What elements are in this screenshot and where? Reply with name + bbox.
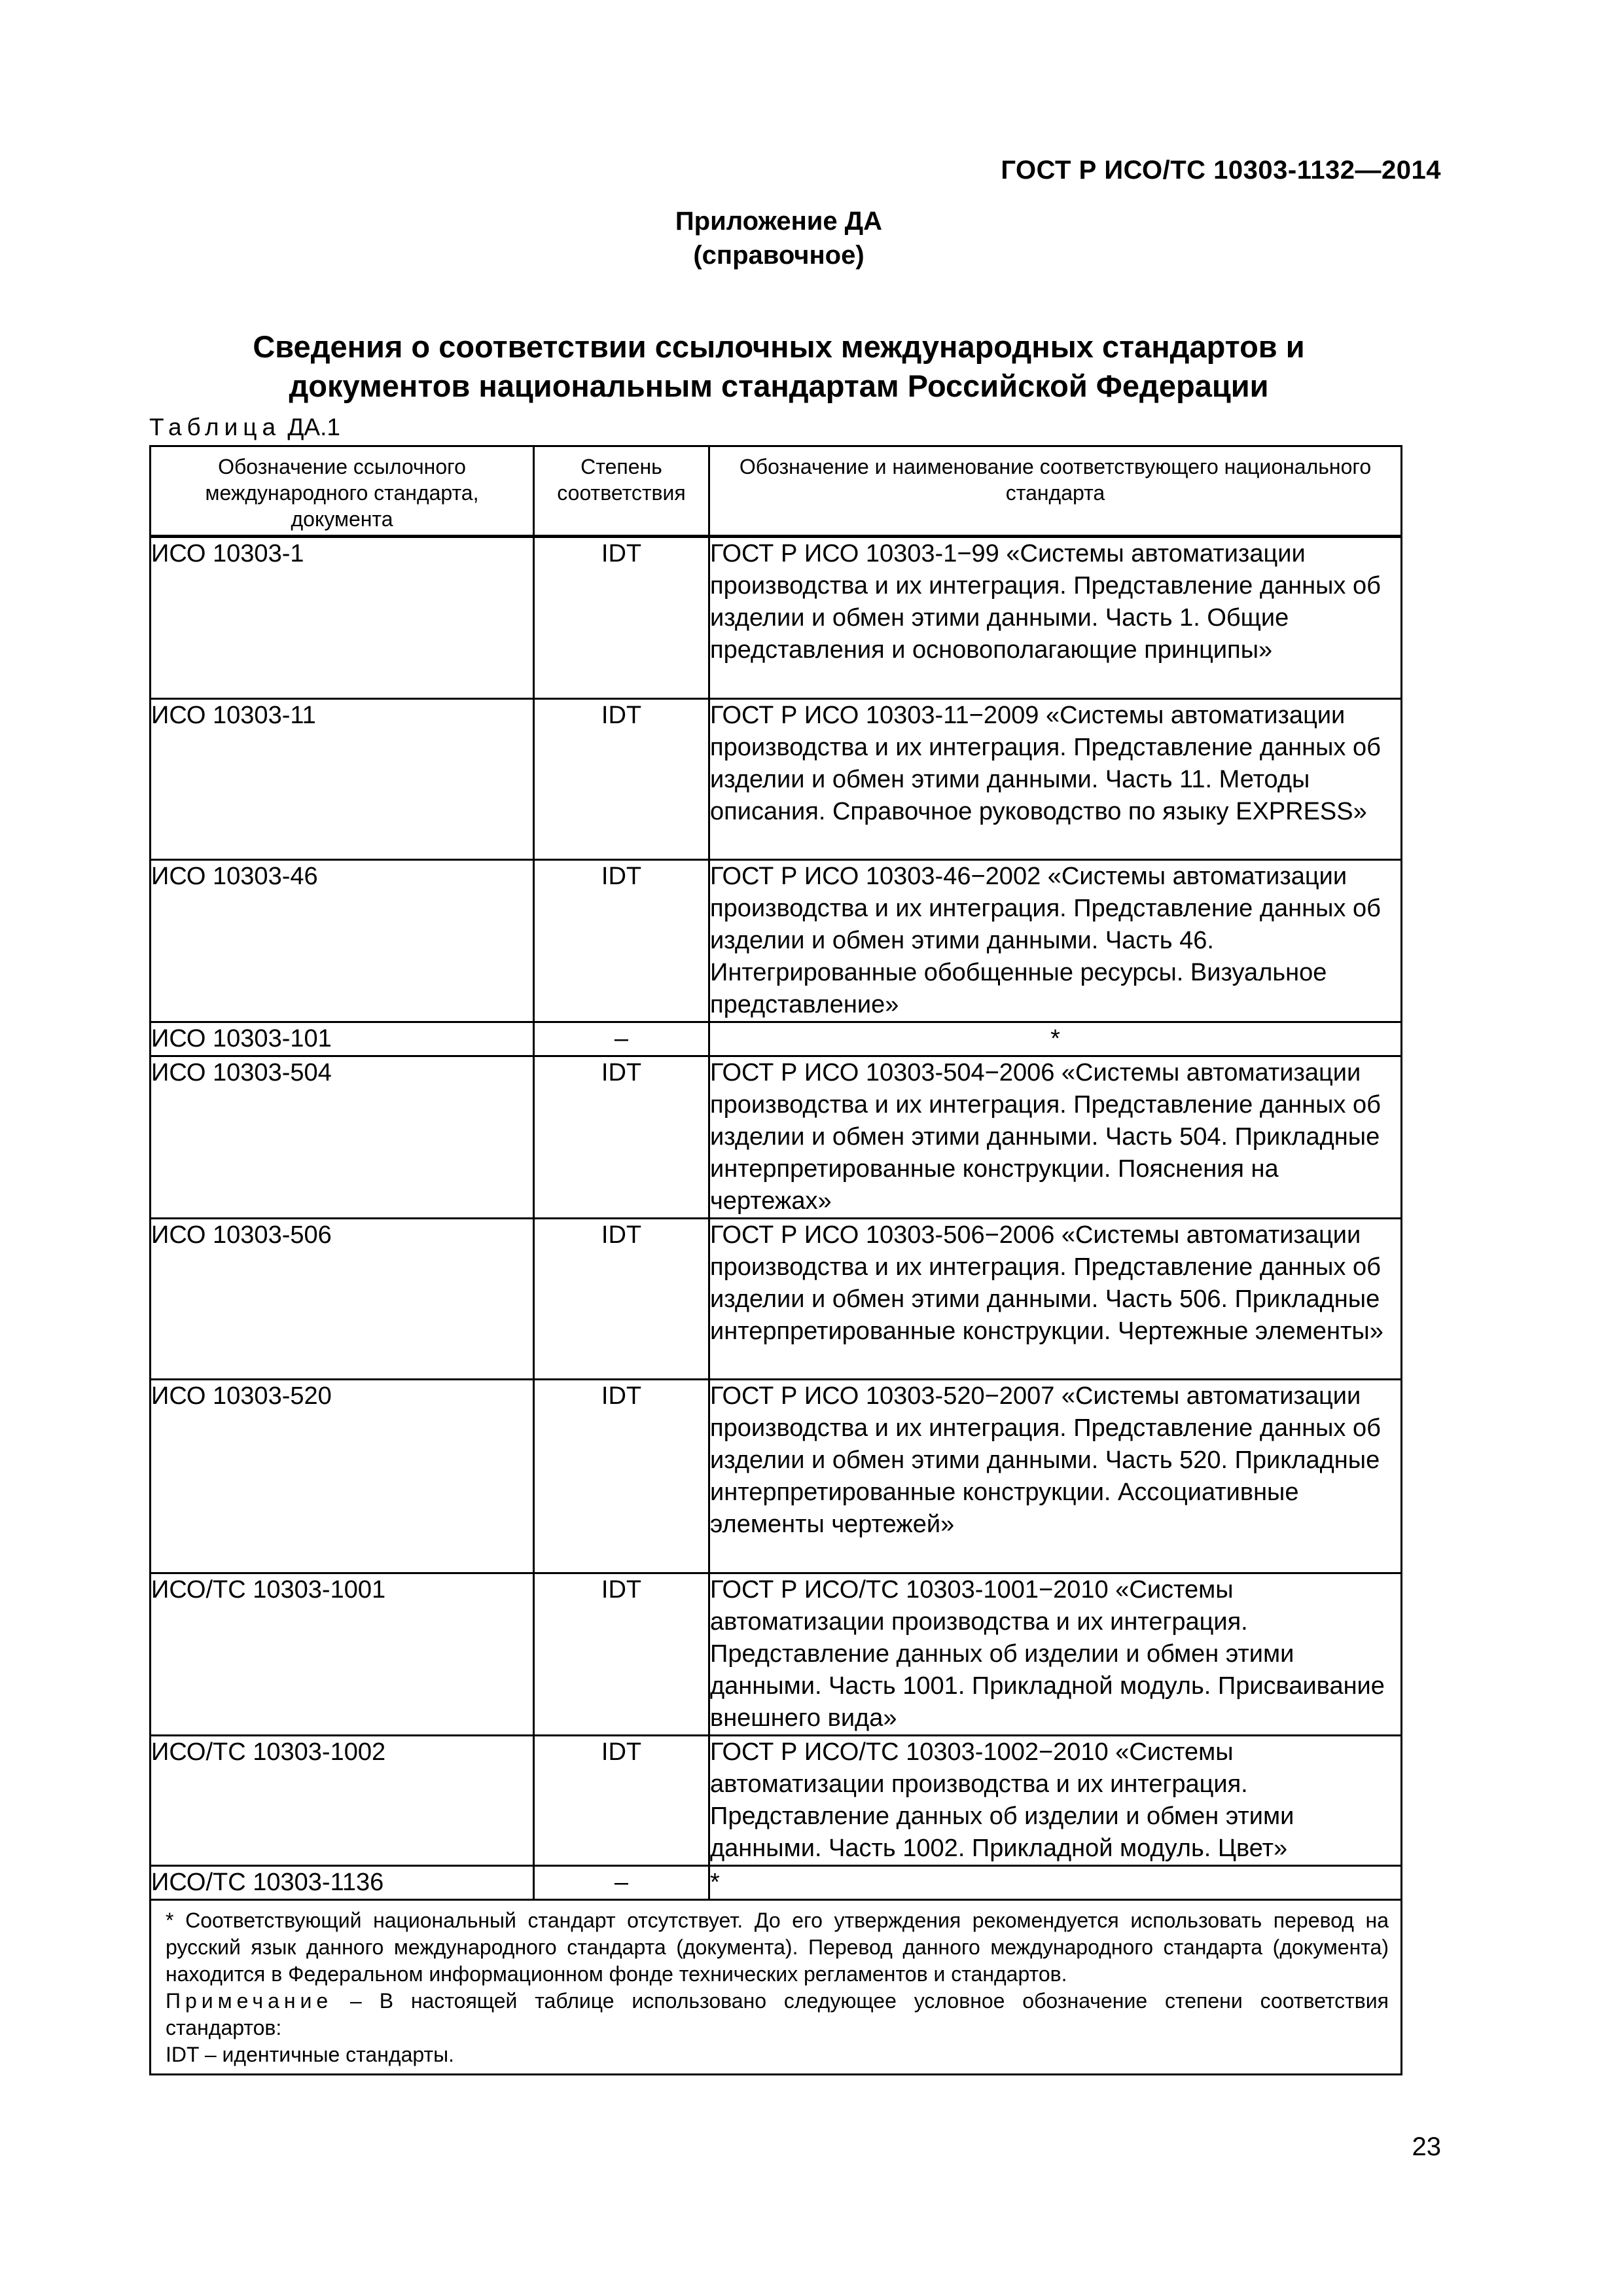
national-standard-cell: ГОСТ Р ИСО/ТС 10303-1001−2010 «Системы автоматизации производства и их интеграция. Представление данных об изделии и обмен этими данными. Часть 1001. Прикладной модуль. Присваивание внешнего вида» — [709, 1573, 1402, 1736]
table-label-word: Таблица — [149, 414, 281, 440]
column-header-national: Обозначение и наименование соответствующего национального стандарта — [709, 446, 1402, 537]
table-row — [151, 1022, 1402, 1056]
table-row — [151, 1866, 1402, 1900]
national-standard-cell: * — [709, 1022, 1402, 1056]
national-standard-cell: ГОСТ Р ИСО/ТС 10303-1002−2010 «Системы автоматизации производства и их интеграция. Представление данных об изделии и обмен этими данными. Часть 1002. Прикладной модуль. Цвет» — [709, 1736, 1402, 1866]
national-standard-cell: * — [709, 1866, 1402, 1900]
national-standard-cell: ГОСТ Р ИСО 10303-1−99 «Системы автоматизации производства и их интеграция. Представление данных об изделии и обмен этими данными. Часть 1. Общие представления и основополагающие принципы» — [709, 537, 1402, 699]
reference-cell: ИСО/ТС 10303-1002 — [151, 1736, 534, 1866]
table-row — [151, 699, 1402, 860]
table-label-number: ДА.1 — [287, 414, 340, 440]
degree-cell: IDT — [534, 860, 709, 1022]
table-row — [151, 1056, 1402, 1219]
reference-cell: ИСО 10303-504 — [151, 1056, 534, 1219]
footnote-note — [166, 1988, 1389, 2041]
column-header-reference: Обозначение ссылочного международного стандарта, документа — [151, 446, 534, 537]
table-row — [151, 1736, 1402, 1866]
national-standard-cell: ГОСТ Р ИСО 10303-11−2009 «Системы автоматизации производства и их интеграция. Представление данных об изделии и обмен этими данными. Часть 11. Методы описания. Справочное руководство по языку EXPRESS» — [709, 699, 1402, 860]
reference-cell: ИСО 10303-46 — [151, 860, 534, 1022]
table-footnote-row — [151, 1900, 1402, 2075]
reference-cell: ИСО 10303-506 — [151, 1219, 534, 1380]
column-header-degree: Степень соответствия — [534, 446, 709, 537]
annex-heading — [0, 204, 1558, 272]
document-code: ГОСТ Р ИСО/ТС 10303-1132—2014 — [1001, 156, 1441, 185]
correspondence-table — [149, 445, 1402, 2075]
degree-cell: IDT — [534, 699, 709, 860]
table-row — [151, 1380, 1402, 1573]
page-number: 23 — [1412, 2132, 1441, 2161]
reference-cell: ИСО 10303-101 — [151, 1022, 534, 1056]
national-standard-cell: ГОСТ Р ИСО 10303-46−2002 «Системы автоматизации производства и их интеграция. Представление данных об изделии и обмен этими данными. Часть 46. Интегрированные обобщенные ресурсы. Визуальное представление» — [709, 860, 1402, 1022]
national-standard-cell: ГОСТ Р ИСО 10303-520−2007 «Системы автоматизации производства и их интеграция. Представление данных об изделии и обмен этими данными. Часть 520. Прикладные интерпретированные конструкции. Ассоциативные элементы чертежей» — [709, 1380, 1402, 1573]
note-label: Примечание — [166, 1989, 333, 2013]
degree-cell: – — [534, 1022, 709, 1056]
degree-cell: IDT — [534, 1573, 709, 1736]
degree-cell: IDT — [534, 1736, 709, 1866]
annex-title: Приложение ДА — [675, 207, 883, 236]
table-label — [149, 414, 340, 441]
table-row — [151, 860, 1402, 1022]
table-row — [151, 1573, 1402, 1736]
degree-cell: IDT — [534, 1380, 709, 1573]
reference-cell: ИСО/ТС 10303-1136 — [151, 1866, 534, 1900]
reference-cell: ИСО 10303-11 — [151, 699, 534, 860]
note-text: – В настоящей таблице использовано следующее условное обозначение степени соответствия стандартов: — [166, 1989, 1389, 2039]
table-header-row — [151, 446, 1402, 537]
section-title — [131, 327, 1427, 406]
section-title-line-2: документов национальным стандартам Российской Федерации — [289, 368, 1269, 403]
national-standard-cell: ГОСТ Р ИСО 10303-504−2006 «Системы автоматизации производства и их интеграция. Представление данных об изделии и обмен этими данными. Часть 504. Прикладные интерпретированные конструкции. Пояснения на чертежах» — [709, 1056, 1402, 1219]
degree-cell: IDT — [534, 537, 709, 699]
reference-cell: ИСО 10303-1 — [151, 537, 534, 699]
degree-cell: IDT — [534, 1056, 709, 1219]
table-footnote — [151, 1900, 1402, 2075]
annex-subtitle: (справочное) — [693, 241, 865, 270]
degree-cell: – — [534, 1866, 709, 1900]
degree-cell: IDT — [534, 1219, 709, 1380]
table-row — [151, 537, 1402, 699]
national-standard-cell: ГОСТ Р ИСО 10303-506−2006 «Системы автоматизации производства и их интеграция. Представление данных об изделии и обмен этими данными. Часть 506. Прикладные интерпретированные конструкции. Чертежные элементы» — [709, 1219, 1402, 1380]
footnote-idt: IDT – идентичные стандарты. — [166, 2043, 454, 2066]
reference-cell: ИСО 10303-520 — [151, 1380, 534, 1573]
footnote-asterisk: * Соответствующий национальный стандарт отсутствует. До его утверждения рекомендуется использовать перевод на русский язык данного международного стандарта (документа). Перевод данного международного стандарта (документа) находится в Федеральном информационном фонде технических регламентов и стандартов. — [166, 1909, 1389, 1986]
table-row — [151, 1219, 1402, 1380]
section-title-line-1: Сведения о соответствии ссылочных международных стандартов и — [253, 329, 1305, 364]
reference-cell: ИСО/ТС 10303-1001 — [151, 1573, 534, 1736]
